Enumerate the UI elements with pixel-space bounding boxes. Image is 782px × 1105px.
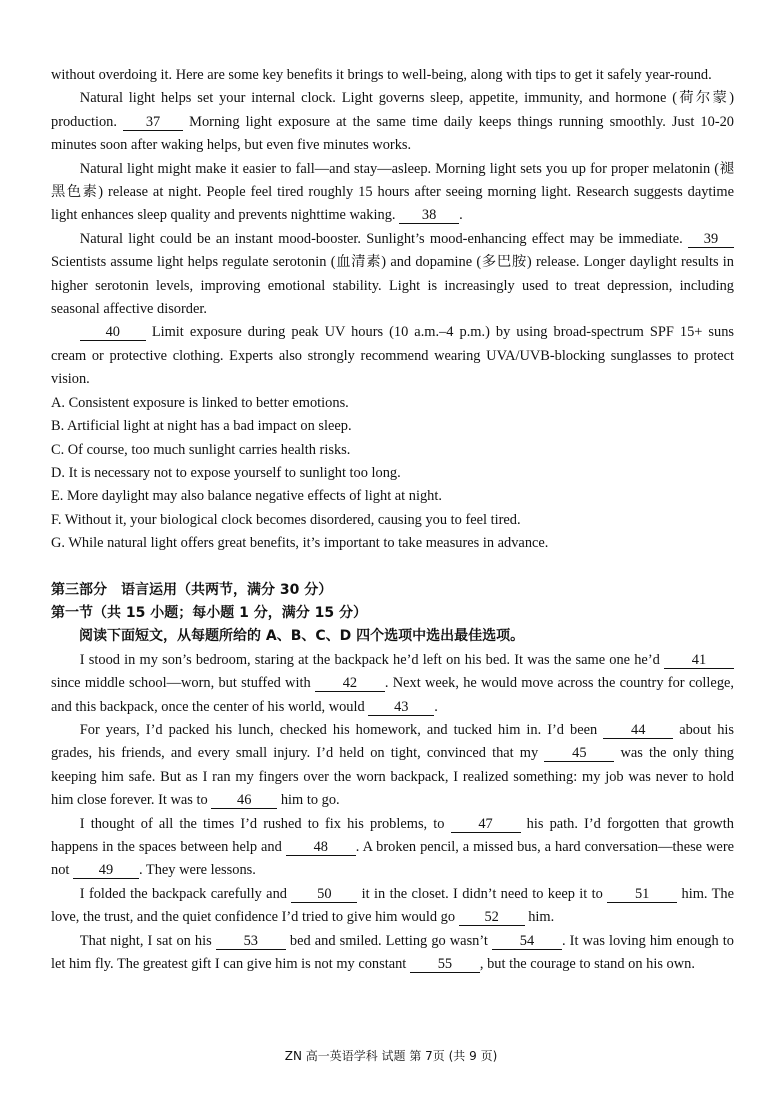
paragraph-text: bed and smiled. Letting go wasn’t — [285, 932, 492, 949]
paragraph-text: Scientists assume light helps regulate serotonin (血清素) and dopamine (多巴胺) release. Longer daylight results in higher serotonin levels, improving emotional stability. Light is increasingly used to treat depression, including seasonal affective disorder. — [51, 254, 734, 318]
blank-53: 53 — [216, 933, 286, 950]
paragraph-text: his path. I’d forgotten that growth happens in the spaces between help and — [51, 815, 734, 855]
paragraph-text: Natural light helps set your internal clock. Light governs sleep, appetite, immunity, and hormone (荷尔蒙) production. — [51, 90, 734, 130]
paragraph-text: . Next week, he would move across the country for college, and this backpack, once the center of his world, would — [51, 675, 734, 715]
paragraph-text: . It was loving him enough to let him fly. The greatest gift I can give him is not my constant — [51, 932, 734, 973]
cloze-paragraph — [51, 883, 734, 930]
paragraph-text: I thought of all the times I’d rushed to fix his problems, to — [79, 815, 451, 832]
blank-45: 45 — [544, 745, 614, 762]
exam-page — [51, 64, 734, 976]
paragraph-text: I folded the backpack carefully and — [79, 885, 292, 902]
options-list — [51, 392, 734, 556]
blank-47: 47 — [451, 816, 521, 833]
section-gap — [51, 556, 734, 579]
paragraph-text: . — [459, 207, 463, 224]
option-d: D. It is necessary not to expose yourself to sunlight too long. — [51, 464, 401, 481]
paragraph-text: , but the courage to stand on his own. — [479, 956, 695, 973]
cloze-paragraph — [51, 813, 734, 883]
paragraph-text: . They were lessons. — [139, 862, 256, 879]
passage-paragraph — [51, 321, 734, 391]
option-c: C. Of course, too much sunlight carries health risks. — [51, 441, 351, 458]
blank-48: 48 — [286, 839, 356, 856]
paragraph-text: it in the closet. I didn’t need to keep it to — [357, 885, 608, 902]
option-g: G. While natural light offers great benefits, it’s important to take measures in advance. — [51, 535, 549, 552]
section-subtitle: 第一节（共 15 小题；每小题 1 分，满分 15 分） — [51, 604, 367, 621]
cloze-paragraph — [51, 719, 734, 813]
paragraph-text: without overdoing it. Here are some key benefits it brings to well-being, along with tips to get it safely year-round. — [51, 67, 712, 83]
blank-40: 40 — [80, 324, 146, 341]
paragraph-text: him. The love, the trust, and the quiet confidence I’d tried to give him would go — [51, 885, 735, 926]
paragraph-text: was the only thing keeping him safe. But as I ran my fingers over the worn backpack, I realized something: my job was never to hold him close forever. It was to — [51, 745, 734, 809]
passage-paragraph — [51, 158, 734, 228]
passage-paragraph — [51, 228, 734, 322]
paragraph-text: Limit exposure during peak UV hours (10 a.m.–4 p.m.) by using broad-spectrum SPF 15+ suns cream or protective clothing. Experts also strongly recommend wearing UVA/UVB-blocking sunglasses to protect vision. — [51, 324, 734, 388]
option-e: E. More daylight may also balance negative effects of light at night. — [51, 488, 442, 505]
paragraph-text: about his grades, his friends, and every small injury. I’d held on tight, convinced that my — [51, 721, 734, 762]
paragraph-text: . — [434, 698, 438, 715]
paragraph-text: . A broken pencil, a missed bus, a hard conversation—these were not — [51, 839, 734, 879]
paragraph-text: him. — [524, 909, 555, 926]
paragraph-text: That night, I sat on his — [79, 932, 216, 949]
section-title: 第三部分 语言运用（共两节，满分 30 分） — [51, 581, 333, 598]
blank-44: 44 — [603, 722, 673, 739]
section-instruction: 阅读下面短文，从每题所给的 A、B、C、D 四个选项中选出最佳选项。 — [79, 628, 525, 645]
blank-49: 49 — [73, 862, 139, 879]
paragraph-text: him to go. — [277, 792, 340, 809]
blank-55: 55 — [410, 956, 480, 973]
blank-50: 50 — [291, 886, 357, 903]
option-a: A. Consistent exposure is linked to better emotions. — [51, 394, 349, 411]
blank-51: 51 — [607, 886, 677, 903]
paragraph-text: I stood in my son’s bedroom, staring at the backpack he’d left on his bed. It was the same one he’d — [79, 651, 664, 668]
cloze-paragraph — [51, 930, 734, 977]
passage-paragraph — [51, 87, 734, 157]
blank-46: 46 — [211, 792, 277, 809]
paragraph-text: since middle school—worn, but stuffed with — [51, 675, 315, 692]
paragraph-text: For years, I’d packed his lunch, checked his homework, and tucked him in. I’d been — [79, 721, 604, 738]
paragraph-text: Morning light exposure at the same time daily keeps things running smoothly. Just 10-20 minutes soon after waking helps, but even five minutes works. — [51, 113, 735, 154]
option-b: B. Artificial light at night has a bad impact on sleep. — [51, 418, 352, 435]
blank-38: 38 — [399, 207, 459, 224]
option-f: F. Without it, your biological clock becomes disordered, causing you to feel tired. — [51, 511, 521, 528]
passage-paragraph — [51, 64, 734, 87]
blank-52: 52 — [459, 909, 525, 926]
blank-42: 42 — [315, 675, 385, 692]
blank-37: 37 — [123, 114, 183, 131]
page-footer: ZN 高一英语学科 试题 第 7页 (共 9 页) — [284, 1049, 498, 1063]
paragraph-text: Natural light could be an instant mood-booster. Sunlight’s mood-enhancing effect may be immediate. — [79, 230, 688, 247]
blank-39: 39 — [688, 231, 734, 248]
paragraph-text: Natural light might make it easier to fall—and stay—asleep. Morning light sets you up for proper melatonin (褪黑色素) release at night. People feel tired roughly 15 hours after seeing morning light. Research suggests daytime light enhances sleep quality and prevents nighttime waking. — [51, 160, 734, 224]
blank-41: 41 — [664, 652, 734, 669]
blank-54: 54 — [492, 933, 562, 950]
cloze-paragraph — [51, 649, 734, 719]
blank-43: 43 — [368, 699, 434, 716]
